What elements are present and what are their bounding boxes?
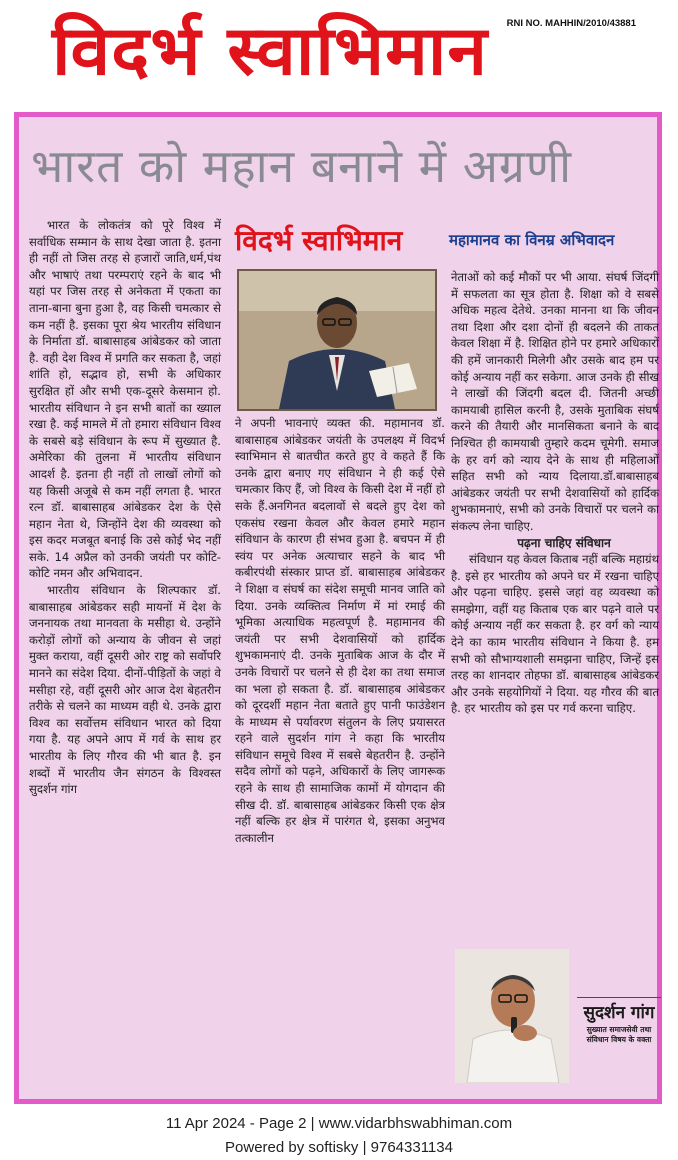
- banner-title: विदर्भ स्वाभिमान: [235, 224, 403, 257]
- banner-subtitle: महामानव का विनम्र अभिवादन: [449, 231, 615, 249]
- byline-caption: सुख्यात समाजसेवी तथा संविधान विषय के वक्ता: [586, 1025, 652, 1044]
- paragraph: संविधान यह केवल किताब नहीं बल्कि महाग्रंथ है. इसे हर भारतीय को अपने घर में रखना चाहिए और पढ़ना चाहिए. इससे जहां वह व्यवस्था को समझेगा, वहीं यह किताब एक बार पढ़ने वाले पर कोई अन्याय नहीं कर सकता है. हर वर्ग को न्याय देने का काम भारतीय संविधान ने किया है. हम सभी को सौभाग्यशाली समझना चाहिए, जिन्हें इस तरह का शानदार तोहफा डॉ. बाबासाहब आंबेडकर और उनके सहयोगियों ने दिया. यह गौरव की बात है. हर भारतीय को इस पर गर्व करना चाहिए.: [451, 552, 659, 716]
- paragraph: ने अपनी भावनाएं व्यक्त की. महामानव डॉ. बाबासाहब आंबेडकर जयंती के उपलक्ष्य में विदर्भ स्वाभिमान से बातचीत करते हुए वे कहते हैं कि उनके द्वारा बनाए गए संविधान ने ही कई ऐसे चमत्कार किए हैं, जो विश्व के किसी देश में नहीं हो सके हैं.अनगिनत बदलावों से बदले हुए देश को एकसंघ रखना केवल और केवल हमारे महान संविधान के कारण ही संभव हुआ है. बचपन में ही स्वंय पर अनेक अत्याचार सहने के बाद भी कबीरपंथी संस्कार प्राप्त डॉ. बाबासाहब आंबेडकर ने शिक्षा व संघर्ष का संदेश समूची मानव जाति को दिया. उनके व्यक्तित्व निर्माण में मां रमाई की भूमिका अत्याधिक महत्वपूर्ण है. महामानव की जयंती पर सभी देशवासियों को हार्दिक शुभकामनाएं दी. उनके मुताबिक आज के दौर में उनके विचारों पर चलने से ही देश का तथा समाज का भला हो सकता है. डॉ. बाबासाहब आंबेडकर को दूरदर्शी महान नेता बताते हुए पानी फाउंडेशन के माध्यम से पर्यावरण संतुलन के लिए प्रयासरत रहने वाले सुदर्शन गांग ने कहा कि भारतीय संविधान समूचे विश्व में सबसे बेहतरीन है. उन्होंने सदैव लोगों को पढ़ने, अधिकारों के लिए जागरूक रहने के साथ ही सामाजिक कामों में योगदान की सीख दी. डॉ. बाबासाहब आंबेडकर किसी एक क्षेत्र नहीं बल्कि हर क्षेत्र में पारंगत थे, इसका अनुभव तत्कालीन: [235, 416, 445, 845]
- rni-number: RNI NO. MAHHIN/2010/43881: [506, 18, 636, 29]
- person-illustration: [455, 949, 569, 1083]
- sudarshan-gang-photo: [455, 949, 569, 1083]
- ambedkar-photo: [237, 269, 437, 411]
- article-column-3: [451, 269, 659, 717]
- masthead-title: विदर्भ स्वाभिमान: [52, 12, 489, 91]
- paragraph: भारतीय संविधान के शिल्पकार डॉ. बाबासाहब आंबेडकर सही मायनों में देश के जननायक तथा मानवता के मसीहा थे. उन्होंने करोड़ों लोगों को अन्याय के जीवन से जहां मुक्त कराया, वहीं दूसरी ओर राष्ट्र को सर्वोपरि मानने का संदेश दिया. दीनों-पीड़ितों के जहां वे मसीहा रहे, वहीं दूसरी ओर आज देश बेहतरीन तरीके से चलने का माध्यम वही थे. उनके द्वारा विश्व का सर्वोत्तम संविधान भारत को दिया गया है. यह अपने आप में गर्व के साथ हर भारतीय के लिए गौरव की भी बात है. इन शब्दों में भारतीय जैन संगठन के विश्वस्त सुदर्शन गांग: [29, 583, 221, 797]
- subheading: पढ़ना चाहिए संविधान: [517, 535, 611, 550]
- page-footer: [0, 1112, 678, 1160]
- section-banner: [233, 223, 659, 261]
- page-headline: भारत को महान बनाने में अग्रणी: [31, 139, 573, 193]
- masthead: [40, 4, 640, 104]
- byline: [577, 997, 661, 1045]
- paragraph: नेताओं को कई मौकों पर भी आया. संघर्ष जिंदगी में सफलता का सूत्र होता है. शिक्षा को वे सबसे अधिक महत्व देतेथे. उनका मानना था कि जीवन तथा दिशा और दशा दोनों ही बदलने की ताकत केवल शिक्षा में है. शिक्षित होने पर हमारे अधिकारों की हमें जानकारी मिलेगी और उसके बाद हम पर कोई अन्याय नहीं कर सकेगा. आज उनके ही सीख ने लाखों की जिंदगी बदल दी. जितनी अच्छी कामयाबी हासिल करनी है, उसके मुताबिक संघर्ष करने की तैयारी और मानसिकता बनाने के बाद निश्चित ही कामयाबी तुम्हारे कदम चूमेगी. समाज के हर वर्ग को न्याय देने के साथ ही महिलाओं सहित सभी को न्याय दिलाया.डॉ.बाबासाहब आंबेडकर जयंती पर सभी देशवासियों को हार्दिक शुभकामनाएं, सभी को उनके विचारों पर चलने का संकल्प लेना चाहिए.: [451, 270, 659, 533]
- article-column-1: [29, 217, 221, 798]
- newspaper-page: [14, 112, 662, 1104]
- article-column-2: [235, 415, 445, 846]
- footer-powered-by: Powered by softisky | 9764331134: [225, 1139, 453, 1156]
- paragraph: भारत के लोकतंत्र को पूरे विश्व में सर्वाधिक सम्मान के साथ देखा जाता है. इतना ही नहीं तो जिस तरह से हजारों जाति,धर्म,पंथ और भाषाएं तथा परम्पराएं रहने के बाद भी यहां पर जिस तरह से अनेकता में एकता का ताना-बाना बुना हुआ है, वह किसी चमत्कार से कम नहीं है. इसका पूरा श्रेय भारतीय संविधान के निर्माता डॉ. बाबासाहब आंबेडकर को जाता है. वही देश विश्व में प्रगति कर सकता है, जहां शांति हो, सद्भाव हो, सभी के अधिकार सुरक्षित हों और सभी एक-दूसरे केसमान हो. भारतीय संविधान ने इन सभी बातों का ख्याल रखा है. कई मामले में तो हमारा संविधान विश्व के सबसे बड़े संविधान के रूप में सुख्यात है. अमेरिका की तुलना में भारतीय संविधान आदर्श है. इतना ही नहीं तो लाखों लोगों को यह किसी अजूबे से कम नहीं लगता है. भारत रत्न डॉ. बाबासाहब आंबेडकर देश के ऐसे महान नेता थे, जिन्होंने देश की व्यवस्था को इस कदर मजबूत बनाई कि उसे कोई भेद नहीं सके. 14 अप्रैल को उनकी जयंती पर कोटि-कोटि नमन और अभिवादन.: [29, 218, 221, 581]
- byline-name: सुदर्शन गांग: [583, 1003, 655, 1023]
- portrait-illustration: [239, 271, 435, 409]
- footer-date-url: 11 Apr 2024 - Page 2 | www.vidarbhswabhiman.com: [165, 1115, 513, 1132]
- byline-rule: [577, 997, 661, 998]
